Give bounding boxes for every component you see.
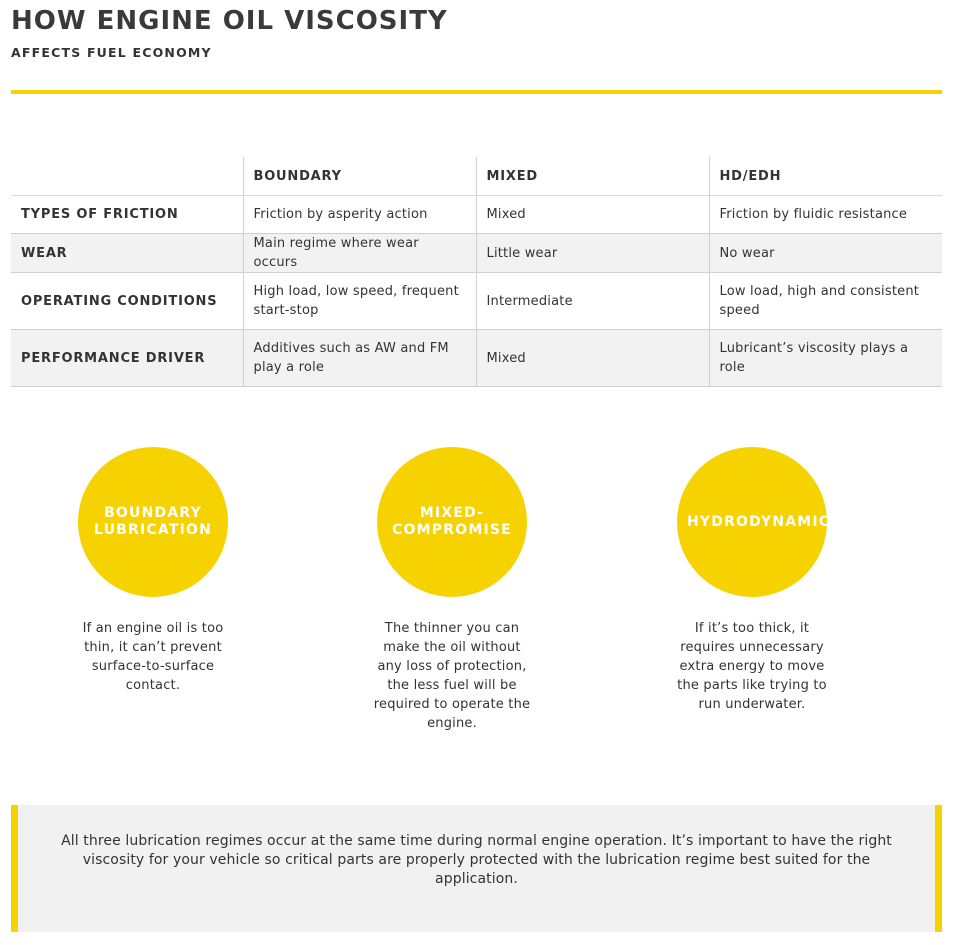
column-header-mixed: MIXED: [476, 157, 709, 196]
page-subtitle: AFFECTS FUEL ECONOMY: [11, 45, 212, 60]
summary-callout: [11, 805, 942, 932]
table-row: [11, 330, 942, 387]
row-label-performance-driver: PERFORMANCE DRIVER: [21, 350, 206, 366]
table-cell: Mixed: [476, 196, 709, 234]
regime-circle: [377, 447, 527, 597]
table-cell: No wear: [709, 234, 942, 273]
table-cell: Friction by fluidic resistance: [709, 196, 942, 234]
regime-circle: [677, 447, 831, 597]
table-cell: Intermediate: [476, 273, 709, 330]
regime-title: HYDRODYNAMIC: [687, 513, 831, 530]
regime-description: The thinner you can make the oil without any loss of protection, the less fuel will be required to operate the engine.: [373, 621, 531, 731]
table-row: [11, 196, 942, 234]
column-header-hd-edh: HD/EDH: [709, 157, 942, 196]
page-title: HOW ENGINE OIL VISCOSITY: [11, 6, 448, 36]
row-label-types-of-friction: TYPES OF FRICTION: [21, 207, 179, 222]
table-cell: Mixed: [476, 330, 709, 387]
summary-text: All three lubrication regimes occur at the same time during normal engine operation. It’s important to have the right viscosity for your vehicle so critical parts are properly protected with the lubrication regime best suited for the application.: [61, 833, 892, 887]
table-cell: Lubricant’s viscosity plays a role: [709, 330, 942, 387]
row-label-operating-conditions: OPERATING CONDITIONS: [21, 293, 218, 309]
row-label-wear: WEAR: [21, 245, 68, 261]
table-cell: Additives such as AW and FM play a role: [243, 330, 476, 387]
table-header-empty: [11, 157, 243, 196]
table-header-row: [11, 157, 942, 196]
regime-comparison-table: [11, 157, 942, 387]
table-cell: Friction by asperity action: [243, 196, 476, 234]
table-row: [11, 273, 942, 330]
regime-title: MIXED-COMPROMISE: [392, 505, 512, 538]
regime-card-mixed: [362, 447, 542, 733]
regime-card-boundary: [63, 447, 243, 695]
regime-title: BOUNDARY LUBRICATION: [93, 505, 213, 538]
column-header-boundary: BOUNDARY: [243, 157, 476, 196]
regime-circle: [78, 447, 228, 597]
regime-card-hydrodynamic: [662, 447, 842, 714]
table-cell: Low load, high and consistent speed: [709, 273, 942, 330]
table-cell: High load, low speed, frequent start-stop: [243, 273, 476, 330]
header-divider: [11, 90, 942, 94]
table-cell: Main regime where wear occurs: [243, 234, 476, 273]
table-cell: Little wear: [476, 234, 709, 273]
table-row: [11, 234, 942, 273]
regime-description: If an engine oil is too thin, it can’t prevent surface-to-surface contact.: [82, 621, 224, 693]
regime-description: If it’s too thick, it requires unnecessary extra energy to move the parts like trying to run underwater.: [677, 621, 827, 712]
